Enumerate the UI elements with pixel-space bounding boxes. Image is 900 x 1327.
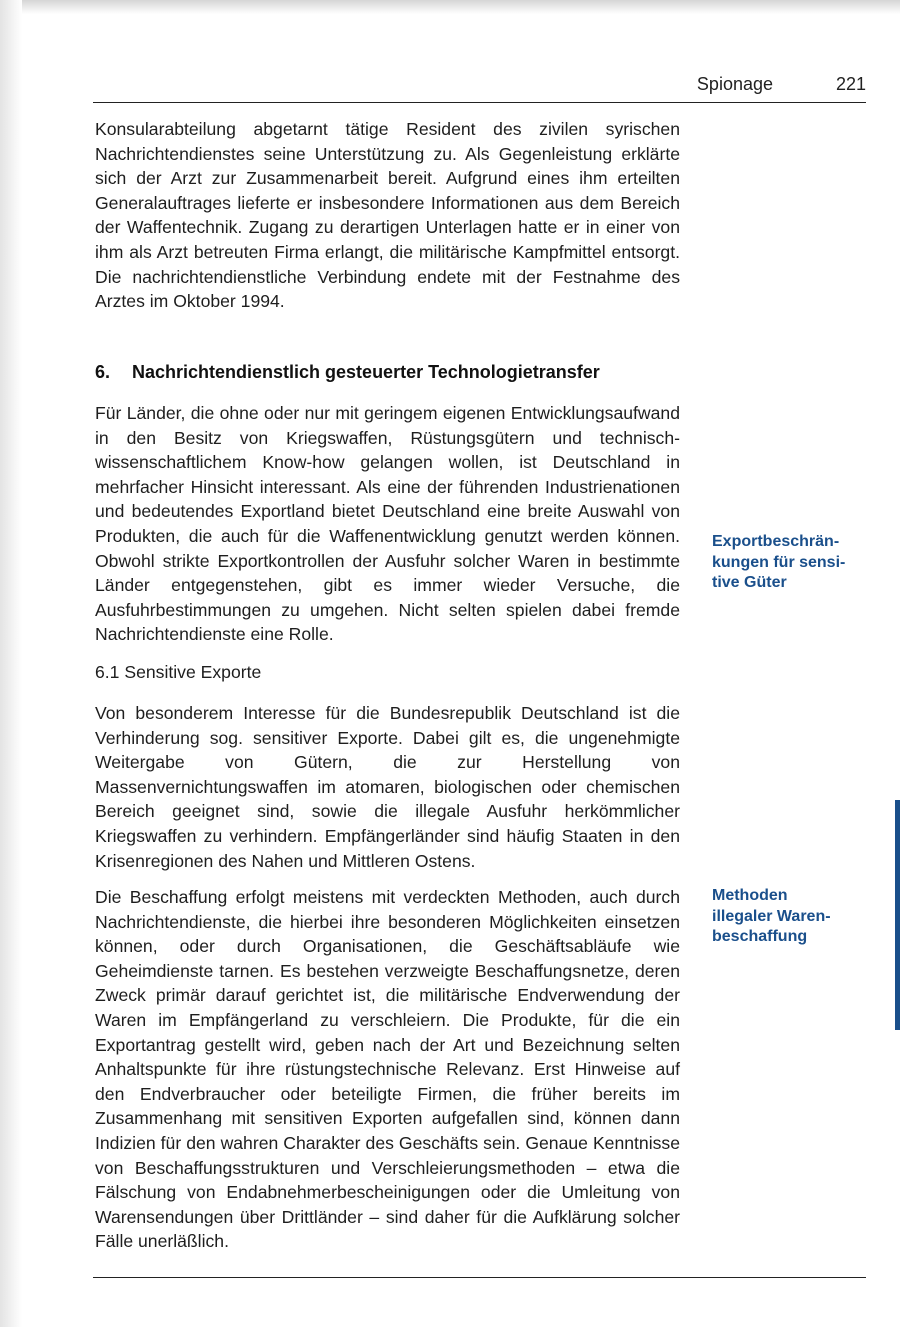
page-number: 221 (835, 74, 866, 94)
marginal-note-illegal-procurement (712, 886, 872, 948)
intro-paragraph-text: Konsularabteilung abgetarnt tätige Resident des zivilen syrischen Nachrichtendienstes seine Unterstützung zu. Als Gegenleistung erklärte sich der Arzt zur Zusammenarbeit bereit. Aufgrund eines ihm erteilten Generalauftrages lieferte er insbesondere Informationen aus dem Bereich der Waffentechnik. Zugang zu derartigen Unterlagen hatte er in einer von ihm als Arzt betreuten Firma erlangt, die militärische Kampfmittel entsorgt. Die nachrichtendienstliche Verbindung endete mit der Festnahme des Arztes im Oktober 1994. (95, 119, 680, 312)
marginal-note-1-line-1: Exportbeschrän- (712, 533, 840, 550)
section-number: 6. (95, 362, 111, 382)
subsection-paragraph-1 (95, 701, 680, 873)
marginal-note-export-restrictions (712, 532, 872, 594)
section-heading (95, 362, 680, 383)
marginal-note-2-line-2: illegaler Waren- (712, 907, 831, 925)
chapter-thumb-tab (895, 800, 900, 1030)
section-paragraph (95, 401, 680, 647)
marginal-note-1-line-2: kungen für sensi- (712, 553, 846, 571)
section-paragraph-text: Für Länder, die ohne oder nur mit geringem eigenen Entwicklungsaufwand in den Besitz von Kriegswaffen, Rüstungsgütern und technisch-wissenschaftlichem Know-how gelangen wollen, ist Deutschland in mehrfacher Hinsicht interessant. Als eine der führenden Industrienationen und bedeutendes Exportland bietet Deutschland eine breite Auswahl von Produkten, die auch für die Waffenentwicklung genutzt werden können. Obwohl strikte Exportkontrollen der Ausfuhr solcher Waren in bestimmte Länder entgegenstehen, gibt es immer wieder Versuche, die Ausfuhrbestimmungen zu umgehen. Nicht selten spielen dabei fremde Nachrichtendienste eine Rolle. (95, 403, 680, 645)
page-top-shadow (0, 0, 900, 14)
marginal-note-2-line-1: Methoden (712, 887, 788, 904)
subsection-paragraph-1-text: Von besonderem Interesse für die Bundesrepublik Deutschland ist die Verhinderung sog. sensitiver Exporte. Dabei gilt es, die ungenehmigte Weitergabe von Gütern, die zur Herstellung von Massenvernichtungswaffen im atomaren, biologischen oder chemischen Bereich geeignet sind, sowie die illegale Ausfuhr herkömmlicher Kriegswaffen zu verhindern. Empfängerländer sind häufig Staaten in den Krisenregionen des Nahen und Mittleren Ostens. (95, 703, 680, 871)
marginal-note-2-line-3: beschaffung (712, 928, 808, 945)
intro-paragraph (95, 117, 680, 314)
running-header (93, 72, 866, 103)
running-title: Spionage (696, 74, 773, 94)
marginal-note-1-line-3: tive Güter (712, 574, 787, 591)
subsection-paragraph-2 (95, 885, 680, 1254)
page-left-shadow (0, 0, 22, 1327)
bottom-rule (93, 1277, 866, 1278)
subsection-heading: 6.1 Sensitive Exporte (95, 662, 262, 682)
subsection-paragraph-2-text: Die Beschaffung erfolgt meistens mit verdeckten Methoden, auch durch Nachrichtendienste, die hierbei ihre besonderen Möglichkeiten einsetzen können, oder durch Organisationen, die Geschäftsabläufe wie Geheimdienste tarnen. Es bestehen verzweigte Beschaffungsnetze, deren Zweck primär darauf gerichtet ist, die militärische Endverwendung der Waren im Empfängerland zu verschleiern. Die Produkte, für die ein Exportantrag gestellt wird, geben nach der Art und Bezeichnung selten Anhaltspunkte für ihre rüstungstechnische Relevanz. Erst Hinweise auf den Endverbraucher oder beteiligte Firmen, die früher bereits im Zusammenhang mit sensitiven Exporten aufgefallen sind, können dann Indizien für den wahren Charakter des Geschäfts sein. Genaue Kenntnisse von Beschaffungsstrukturen und Verschleierungsmethoden – etwa die Fälschung von Endabnehmerbescheinigungen oder die Umleitung von Warensendungen über Drittländer – sind daher für die Aufklärung solcher Fälle unerläßlich. (95, 887, 680, 1252)
section-title: Nachrichtendienstlich gesteuerter Technologietransfer (132, 362, 600, 382)
